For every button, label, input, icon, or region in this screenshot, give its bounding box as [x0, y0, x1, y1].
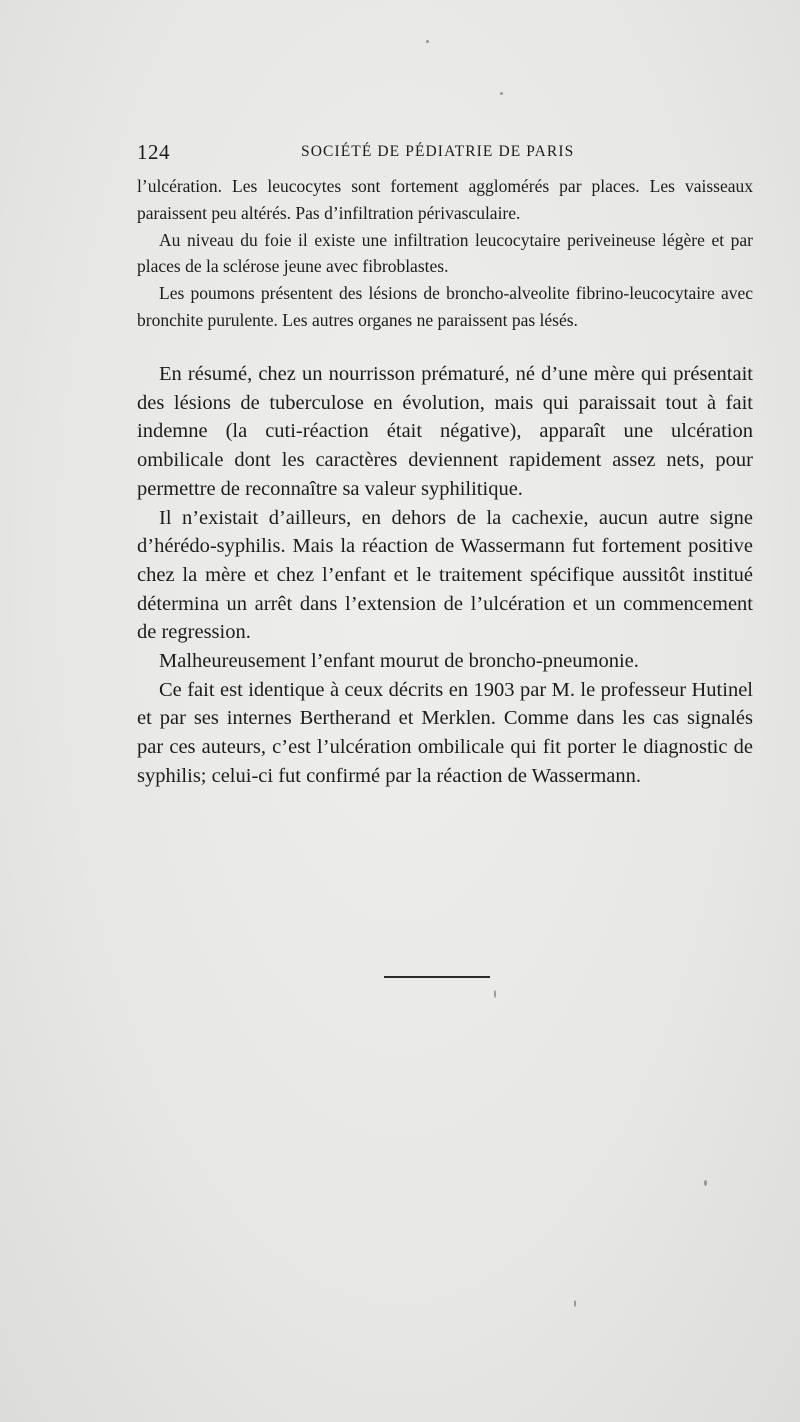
paper-speck	[704, 1180, 707, 1186]
page-number: 124	[137, 140, 170, 164]
findings-paragraph-3: Les poumons présentent des lésions de broncho-alveolite fibrino-leucocytaire avec bronchite purulente. Les autres organes ne paraissent pas lésés.	[137, 283, 753, 330]
summary-paragraph-1: En résumé, chez un nourrisson prématuré, né d’une mère qui présentait des lésions de tuberculose en évolution, mais qui paraissait tout à fait indemne (la cuti-réaction était négative), apparaît une ulcération ombilicale dont les caractères deviennent rapidement assez nets, pour permettre de reconnaître sa valeur syphilitique.	[137, 363, 753, 500]
paper-speck	[494, 990, 496, 998]
findings-paragraph-1: l’ulcération. Les leucocytes sont fortement agglomérés par places. Les vaisseaux paraissent peu altérés. Pas d’infiltration périvasculaire.	[137, 176, 753, 223]
findings-paragraph-2: Au niveau du foie il existe une infiltration leucocytaire periveineuse légère et par places de la sclérose jeune avec fibroblastes.	[137, 229, 753, 277]
autopsy-findings	[137, 173, 753, 334]
page-header	[137, 140, 667, 162]
paper-speck	[574, 1300, 576, 1307]
summary-paragraph-3: Malheureusement l’enfant mourut de broncho-pneumonie.	[159, 650, 639, 673]
summary-text	[137, 360, 753, 791]
summary-paragraph-2: Il n’existait d’ailleurs, en dehors de la cachexie, aucun autre signe d’hérédo-syphilis. Mais la réaction de Wassermann fut fortement positive chez la mère et chez l’enfant et le traitement spécifique aussitôt institué détermina un arrêt dans l’extension de l’ulcération et un commencement de regression.	[137, 506, 753, 644]
paper-speck	[500, 92, 503, 95]
end-rule	[384, 976, 490, 978]
running-title: SOCIÉTÉ DE PÉDIATRIE DE PARIS	[301, 143, 575, 160]
paper-speck	[426, 40, 429, 43]
summary-paragraph-4: Ce fait est identique à ceux décrits en 1903 par M. le professeur Hutinel et par ses internes Bertherand et Merklen. Comme dans les cas signalés par ces auteurs, c’est l’ulcération ombilicale qui fit porter le diagnostic de syphilis; celui-ci fut confirmé par la réaction de Wassermann.	[137, 678, 753, 787]
